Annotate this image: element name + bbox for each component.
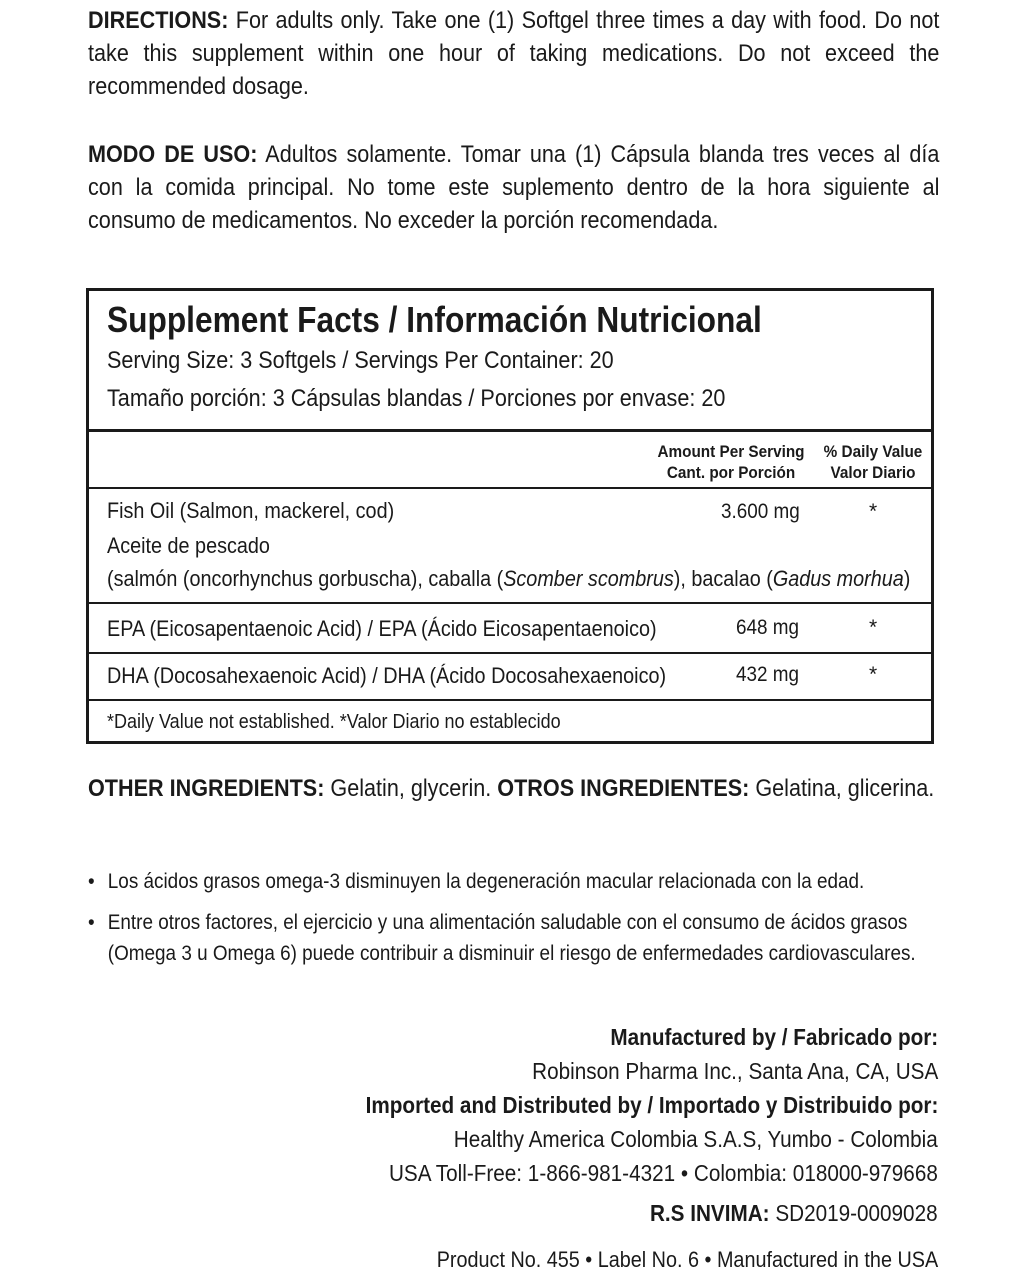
list-item: • Entre otros factores, el ejercicio y una alimentación saludable con el consumo de ácidos grasos (Omega 3 u Omega 6) puede contribuir a disminuir el riesgo de enfermedades cardiovasculares. [88,907,943,969]
other-ingredients-label: OTHER INGREDIENTS: [88,775,325,802]
modo-de-uso-label: MODO DE USO: [88,141,258,168]
directions-label: DIRECTIONS: [88,7,229,34]
dha-name: DHA (Docosahexaenoic Acid) / DHA (Ácido Docosahexaenoico) [107,663,667,688]
divider [89,652,931,654]
invima-registration: R.S INVIMA: SD2019-0009028 [650,1200,938,1226]
importer-name: Healthy America Colombia S.A.S, Yumbo - Colombia [454,1126,938,1152]
epa-name: EPA (Eicosapentaenoic Acid) / EPA (Ácido Eicosapentaenoico) [107,616,657,641]
manufacturer-name: Robinson Pharma Inc., Santa Ana, CA, USA [531,1058,938,1084]
divider [89,429,931,432]
directions-text: For adults only. Take one (1) Softgel three times a day with food. Do not take this supplement within one hour of taking medications. Do not exceed the recommended dosage. [88,7,940,100]
manufacturer-label: Manufactured by / Fabricado por: [610,1024,938,1050]
other-ingredients-paragraph: OTHER INGREDIENTS: Gelatin, glycerin. OTROS INGREDIENTES: Gelatina, glicerina. [88,775,935,802]
fish-oil-es-name: Aceite de pescado [107,533,270,558]
fish-oil-name: Fish Oil (Salmon, mackerel, cod) [107,498,395,523]
dha-amount: 432 mg [736,663,800,686]
fish-oil-es-detail: (salmón (oncorhynchus gorbuscha), caballa (Scomber scombrus), bacalao (Gadus morhua) [107,566,911,591]
fish-oil-amount: 3.600 mg [721,500,800,523]
divider [89,487,931,489]
importer-label: Imported and Distributed by / Importado y Distribuido por: [365,1092,938,1118]
list-item: • Los ácidos grasos omega-3 disminuyen la degeneración macular relacionada con la edad. [88,866,943,897]
dha-dv: * [869,663,878,686]
product-info-line: Product No. 455 • Label No. 6 • Manufactured in the USA [436,1247,938,1272]
epa-amount: 648 mg [736,616,800,639]
serving-size-en: Serving Size: 3 Softgels / Servings Per Container: 20 [107,347,614,374]
facts-footnote: *Daily Value not established. *Valor Diario no establecido [107,711,561,733]
modo-de-uso-paragraph [88,138,939,237]
phone-numbers: USA Toll-Free: 1-866-981-4321 • Colombia: 018000-979668 [389,1160,938,1186]
directions-paragraph [88,4,939,103]
otros-ingredientes-label: OTROS INGREDIENTES: [497,775,750,802]
fish-oil-dv: * [869,500,878,523]
modo-de-uso-text: Adultos solamente. Tomar una (1) Cápsula blanda tres veces al día con la comida principal. No tome este suplemento dentro de la hora siguiente al consumo de medicamentos. No exceder la porción recomendada. [88,141,940,234]
column-header-amount: Amount Per Serving Cant. por Porción [657,442,805,482]
facts-title: Supplement Facts / Información Nutricional [107,299,762,340]
claims-list [88,866,943,979]
column-header-daily-value: % Daily Value Valor Diario [823,442,923,482]
divider [89,602,931,604]
divider [89,699,931,701]
serving-size-es: Tamaño porción: 3 Cápsulas blandas / Porciones por envase: 20 [107,385,726,412]
epa-dv: * [869,616,878,639]
supplement-facts-panel [86,288,934,744]
